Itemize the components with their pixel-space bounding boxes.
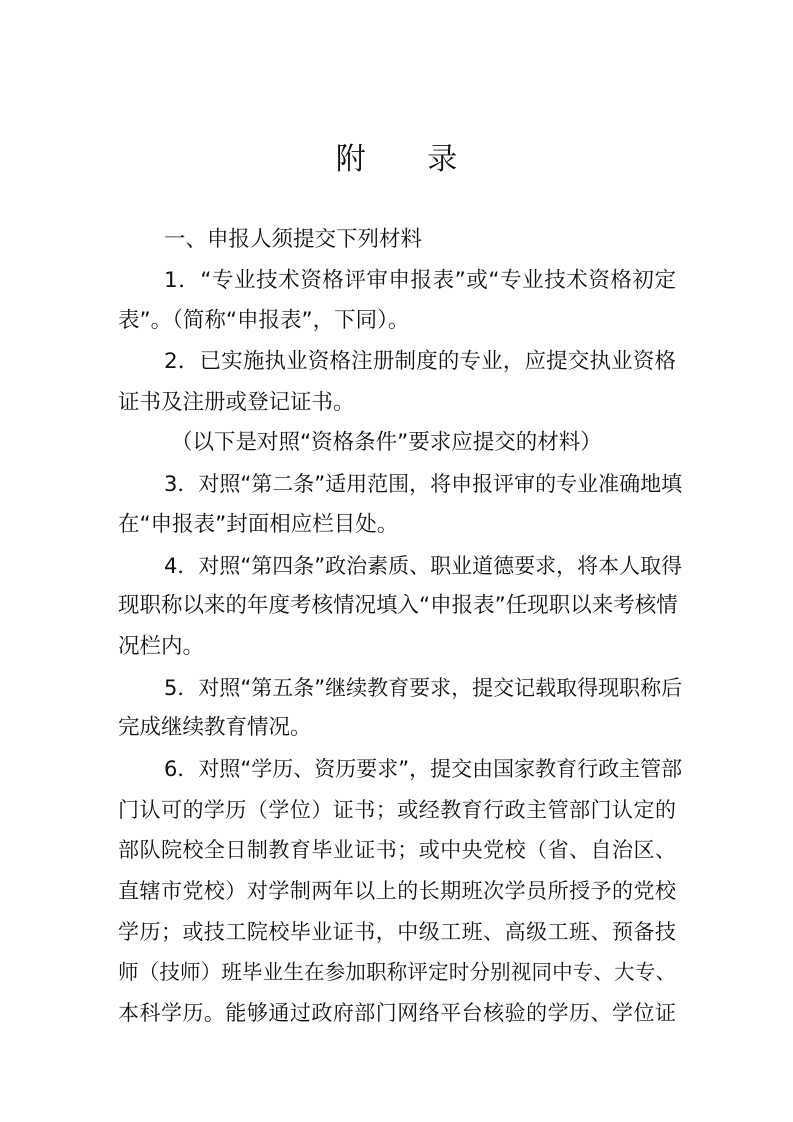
text-line: 况栏内。 xyxy=(118,633,205,659)
text-line: 完成继续教育情况。 xyxy=(118,715,312,741)
text-line: 直辖市党校）对学制两年以上的长期班次学员所授予的党校 xyxy=(118,879,676,903)
text-line: 2．已实施执业资格注册制度的专业，应提交执业资格 xyxy=(164,349,676,375)
text-line: 表”。（简称“申报表”，下同）。 xyxy=(118,308,410,334)
text-line: 师（技师）班毕业生在参加职称评定时分别视同中专、大专、 xyxy=(118,960,676,985)
text-line: 部队院校全日制教育毕业证书；或中央党校（省、自治区、 xyxy=(118,838,676,863)
text-line: 现职称以来的年度考核情况填入“申报表”任现职以来考核情 xyxy=(118,593,678,619)
text-line: 5．对照“第五条”继续教育要求，提交记载取得现职称后 xyxy=(164,675,683,700)
document-body xyxy=(118,220,683,1034)
text-line: （以下是对照“资格条件”要求应提交的材料） xyxy=(171,430,602,456)
text-line: 6．对照“学历、资历要求”，提交由国家教育行政主管部 xyxy=(164,756,683,781)
text-line: 一、申报人须提交下列材料 xyxy=(164,227,423,252)
text-line: 学历；或技工院校毕业证书，中级工班、高级工班、预备技 xyxy=(118,919,676,944)
text-line: 3．对照“第二条”适用范围，将申报评审的专业准确地填 xyxy=(164,472,683,497)
page-title: 附 录 xyxy=(335,142,484,177)
text-line: 在“申报表”封面相应栏目处。 xyxy=(118,511,399,537)
text-line: 1．“专业技术资格评审申报表”或“专业技术资格初定 xyxy=(164,267,676,293)
text-line: 门认可的学历（学位）证书；或经教育行政主管部门认定的 xyxy=(118,797,676,822)
text-line: 4．对照“第四条”政治素质、职业道德要求，将本人取得 xyxy=(164,553,683,578)
text-line: 证书及注册或登记证书。 xyxy=(118,389,355,415)
text-line: 本科学历。能够通过政府部门网络平台核验的学历、学位证 xyxy=(118,1001,676,1026)
